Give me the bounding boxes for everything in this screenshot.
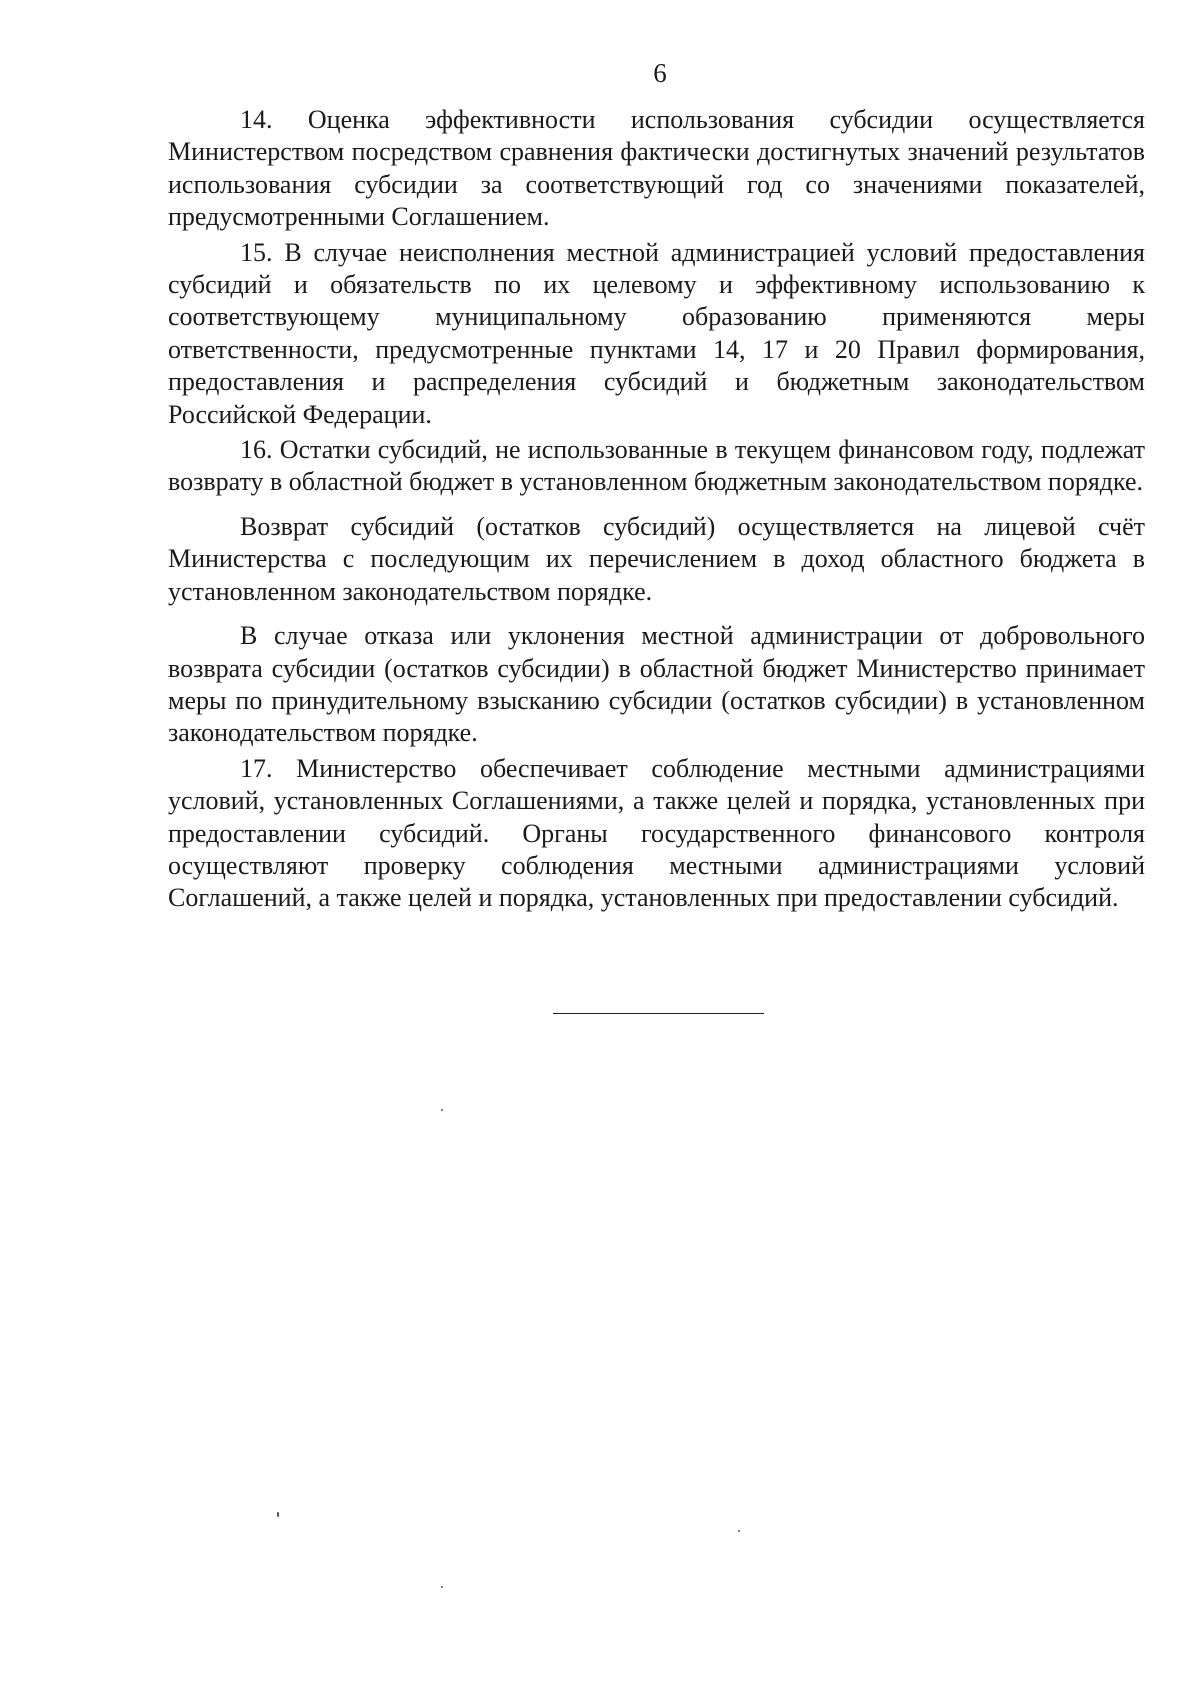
scan-speck — [441, 1586, 443, 1588]
end-of-text-rule — [553, 1013, 764, 1014]
page-number: 6 — [653, 58, 667, 88]
paragraph-16: 16. Остатки субсидий, не использованные в текущем финансовом году, подлежат возврату в областной бюджет в установленном бюджетным законодательством порядке. — [168, 435, 1145, 497]
paragraph-14: 14. Оценка эффективности использования субсидии осуществляется Министерством посредством сравнения фактически достигнутых значений результатов использования субсидии за соответствующий год со значениями показателей, предусмотренными Соглашением. — [168, 105, 1145, 232]
scan-speck — [277, 1512, 279, 1517]
paragraph-16-return: Возврат субсидий (остатков субсидий) осуществляется на лицевой счёт Министерства с последующим их перечислением в доход областного бюджета в установленном законодательством порядке. — [168, 511, 1145, 606]
scan-speck — [738, 1530, 740, 1532]
scan-speck — [441, 1109, 443, 1111]
paragraph-17: 17. Министерство обеспечивает соблюдение местными администрациями условий, установленных Соглашениями, а также целей и порядка, установленных при предоставлении субсидий. Органы государственного финансового контроля осуществляют проверку соблюдения местными администрациями условий Соглашений, а также целей и порядка, установленных при предоставлении субсидий. — [168, 753, 1145, 913]
paragraph-16-refusal: В случае отказа или уклонения местной администрации от добровольного возврата субсидии (остатков субсидии) в областной бюджет Министерство принимает меры по принудительному взысканию субсидии (остатков субсидии) в установленном законодательством порядке. — [168, 621, 1145, 748]
document-body — [168, 104, 1145, 915]
paragraph-15: 15. В случае неисполнения местной администрацией условий предоставления субсидий и обязательств по их целевому и эффективному использованию к соответствующему муниципальному образованию применяются меры ответственности, предусмотренные пунктами 14, 17 и 20 Правил формирования, предоставления и распределения субсидий и бюджетным законодательством Российской Федерации. — [168, 237, 1145, 429]
